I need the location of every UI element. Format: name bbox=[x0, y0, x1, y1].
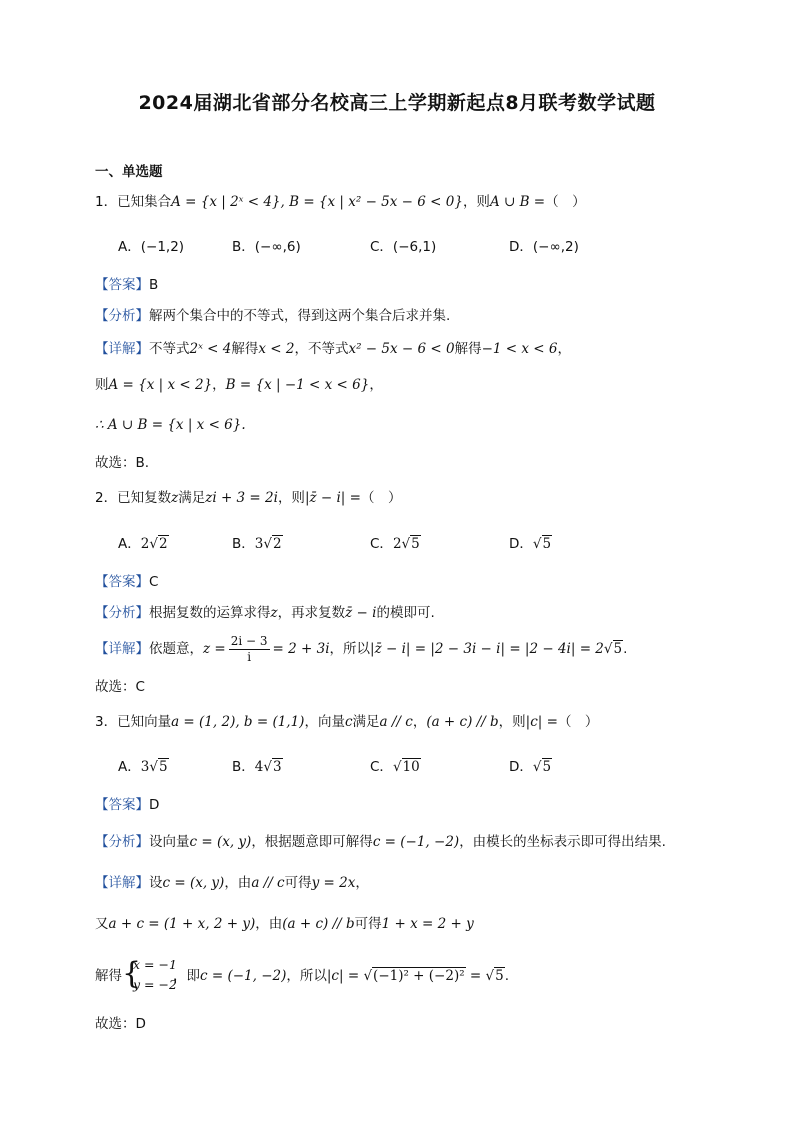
q3-option-a: A．3√5 bbox=[118, 759, 168, 775]
q1-option-d: D．(−∞,2) bbox=[509, 239, 579, 255]
q2-choice: 故选：C bbox=[95, 679, 145, 695]
fraction: $\frac{2i - 3}{i}$ bbox=[230, 633, 268, 664]
q3-detail-line-1: 【详解】设c = (x, y)，由a // c可得y = 2x， bbox=[95, 875, 369, 891]
q3-detail-line-2: 又a + c = (1 + x, 2 + y)，由(a + c) // b可得1 + x = 2 + y bbox=[95, 916, 474, 932]
q1-option-b: B．(−∞,6) bbox=[232, 239, 301, 255]
q1-analysis: 【分析】解两个集合中的不等式，得到这两个集合后求并集. bbox=[95, 308, 451, 324]
question-3-stem: 3．已知向量a = (1, 2), b = (1,1)，向量c满足a // c，(a + c) // b，则|c| =（ ） bbox=[95, 714, 599, 730]
q3-detail-line-3: ，即c = (−1, −2)，所以|c| = √(−1)² + (−2)² = √5. bbox=[173, 968, 510, 984]
q3-option-c: C．√10 bbox=[370, 759, 420, 775]
q3-analysis: 【分析】设向量c = (x, y)，根据题意即可解得c = (−1, −2)，由模长的坐标表示即可得出结果. bbox=[95, 834, 666, 850]
question-1-stem: 1．已知集合A = {x | 2ˣ < 4}, B = {x | x² − 5x − 6 < 0}，则A ∪ B =（ ） bbox=[95, 194, 586, 210]
q2-analysis: 【分析】根据复数的运算求得z，再求复数z̄ − i的模即可. bbox=[95, 605, 435, 621]
section-heading: 一、单选题 bbox=[95, 164, 163, 180]
system-eq-y: y = −2 bbox=[133, 977, 177, 992]
q1-detail-line-3: ∴ A ∪ B = {x | x < 6}. bbox=[95, 417, 246, 433]
q1-answer: 【答案】B bbox=[95, 277, 159, 293]
q3-option-b: B．4√3 bbox=[232, 759, 282, 775]
q2-detail: 【详解】依题意，z = $\frac{2i - 3}{i}$ = 2 + 3i，所以|z̄ − i| = |2 − 3i − i| = |2 − 4i| = 2√5. bbox=[95, 633, 628, 664]
page-title: 2024届湖北省部分名校高三上学期新起点8月联考数学试题 bbox=[138, 92, 656, 114]
q3-detail-line-3-prefix: 解得 bbox=[95, 968, 122, 984]
q2-option-a: A．2√2 bbox=[118, 536, 168, 552]
q3-answer: 【答案】D bbox=[95, 797, 160, 813]
question-2-stem: 2．已知复数z满足zi + 3 = 2i，则|z̄ − i| =（ ） bbox=[95, 490, 402, 506]
q1-choice: 故选：B. bbox=[95, 455, 150, 471]
q1-detail-line-1: 【详解】不等式2ˣ < 4解得x < 2，不等式x² − 5x − 6 < 0解得−1 < x < 6， bbox=[95, 341, 571, 357]
system-brace: { bbox=[122, 956, 142, 991]
system-eq-x: x = −1 bbox=[133, 957, 177, 972]
q3-choice: 故选：D bbox=[95, 1016, 146, 1032]
q1-option-c: C．(−6,1) bbox=[370, 239, 437, 255]
q2-option-c: C．2√5 bbox=[370, 536, 420, 552]
q2-option-d: D．√5 bbox=[509, 536, 552, 552]
q1-detail-line-2: 则A = {x | x < 2}，B = {x | −1 < x < 6}， bbox=[95, 377, 383, 393]
q3-option-d: D．√5 bbox=[509, 759, 552, 775]
q2-option-b: B．3√2 bbox=[232, 536, 282, 552]
q2-answer: 【答案】C bbox=[95, 574, 159, 590]
q1-option-a: A．(−1,2) bbox=[118, 239, 185, 255]
